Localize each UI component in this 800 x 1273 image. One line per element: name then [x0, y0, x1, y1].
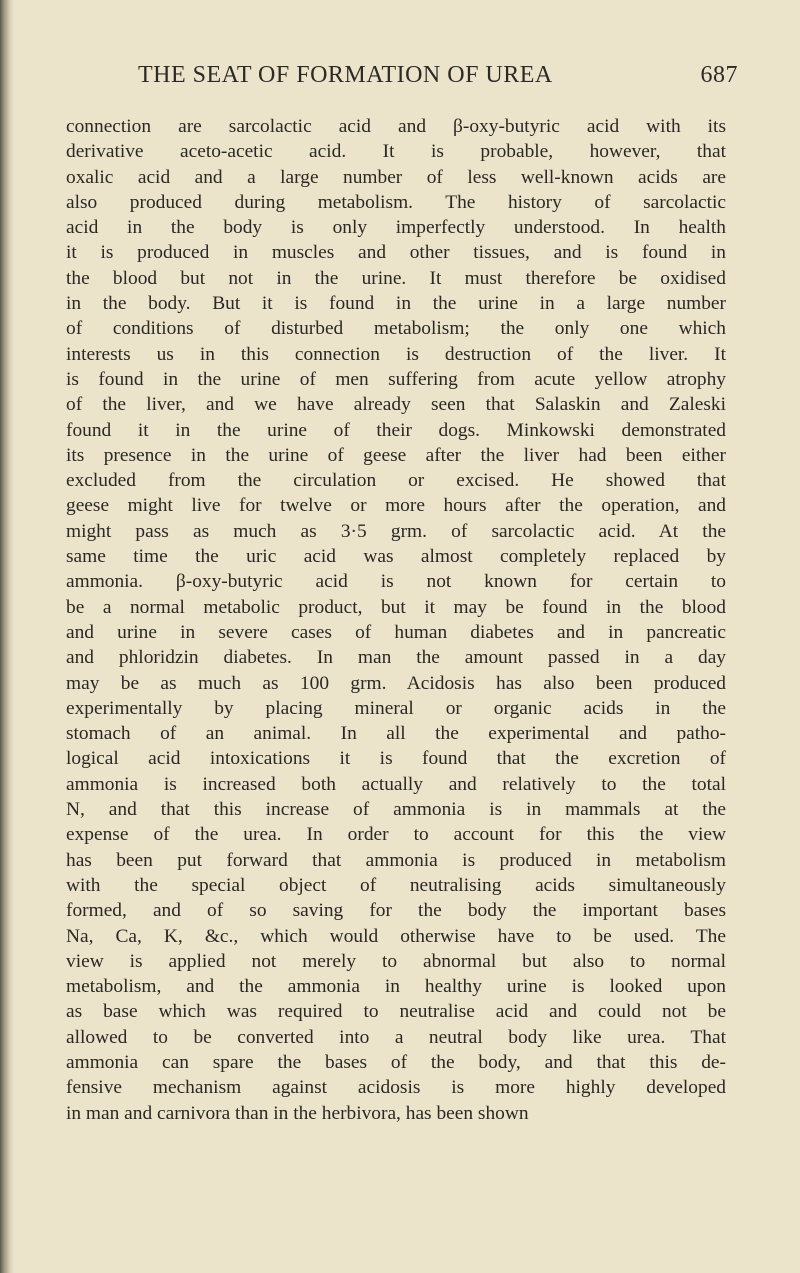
- text-line: of conditions of disturbed metabolism; the only one which: [66, 318, 726, 340]
- text-line: allowed to be converted into a neutral body like urea. That: [66, 1026, 726, 1048]
- text-line: ammonia can spare the bases of the body, and that this de-: [66, 1051, 726, 1073]
- text-line: and phloridzin diabetes. In man the amount passed in a day: [66, 647, 726, 669]
- text-line: expense of the urea. In order to account for this the view: [66, 824, 726, 846]
- running-title: THE SEAT OF FORMATION OF UREA: [138, 62, 553, 88]
- text-line: excluded from the circulation or excised. He showed that: [66, 470, 726, 492]
- text-line: N, and that this increase of ammonia is in mammals at the: [66, 799, 726, 821]
- text-line: view is applied not merely to abnormal but also to normal: [66, 950, 726, 972]
- text-line: derivative aceto-acetic acid. It is probable, however, that: [66, 141, 726, 163]
- text-line: might pass as much as 3·5 grm. of sarcolactic acid. At the: [66, 520, 726, 542]
- text-line: connection are sarcolactic acid and β-oxy-butyric acid with its: [66, 116, 726, 137]
- text-line: fensive mechanism against acidosis is more highly developed: [66, 1077, 726, 1099]
- text-line: is found in the urine of men suffering from acute yellow atrophy: [66, 368, 726, 390]
- text-line: Na, Ca, K, &c., which would otherwise have to be used. The: [66, 925, 726, 947]
- text-line: the blood but not in the urine. It must therefore be oxidised: [66, 267, 726, 289]
- page-header: [100, 62, 740, 102]
- text-line: metabolism, and the ammonia in healthy urine is looked upon: [66, 976, 726, 998]
- page-number: 687: [700, 62, 738, 88]
- text-line: found it in the urine of their dogs. Minkowski demonstrated: [66, 419, 726, 441]
- text-line: of the liver, and we have already seen that Salaskin and Zaleski: [66, 394, 726, 416]
- text-line: interests us in this connection is destruction of the liver. It: [66, 343, 726, 365]
- text-line: also produced during metabolism. The history of sarcolactic: [66, 191, 726, 213]
- text-line: and urine in severe cases of human diabetes and in pancreatic: [66, 621, 726, 643]
- text-line: ammonia is increased both actually and relatively to the total: [66, 773, 726, 795]
- text-line: in man and carnivora than in the herbivora, has been shown: [66, 1102, 529, 1124]
- text-line: oxalic acid and a large number of less well-known acids are: [66, 166, 726, 188]
- text-line: same time the uric acid was almost completely replaced by: [66, 546, 726, 568]
- text-line: it is produced in muscles and other tissues, and is found in: [66, 242, 726, 264]
- text-line: formed, and of so saving for the body the important bases: [66, 900, 726, 922]
- text-line: be a normal metabolic product, but it may be found in the blood: [66, 596, 726, 618]
- binding-gutter: [0, 0, 14, 1273]
- text-line: with the special object of neutralising acids simultaneously: [66, 874, 726, 896]
- text-line: acid in the body is only imperfectly understood. In health: [66, 217, 726, 239]
- text-line: may be as much as 100 grm. Acidosis has also been produced: [66, 672, 726, 694]
- text-line: ammonia. β-oxy-butyric acid is not known for certain to: [66, 571, 726, 593]
- text-line: geese might live for twelve or more hours after the operation, and: [66, 495, 726, 517]
- text-line: as base which was required to neutralise acid and could not be: [66, 1001, 726, 1023]
- text-line: in the body. But it is found in the urine in a large number: [66, 293, 726, 315]
- text-line: has been put forward that ammonia is produced in metabolism: [66, 849, 726, 871]
- body-paragraph: [66, 114, 726, 1126]
- text-line: logical acid intoxications it is found that the excretion of: [66, 748, 726, 770]
- text-line: stomach of an animal. In all the experimental and patho-: [66, 723, 726, 745]
- text-line: its presence in the urine of geese after the liver had been either: [66, 444, 726, 466]
- text-line: experimentally by placing mineral or organic acids in the: [66, 697, 726, 719]
